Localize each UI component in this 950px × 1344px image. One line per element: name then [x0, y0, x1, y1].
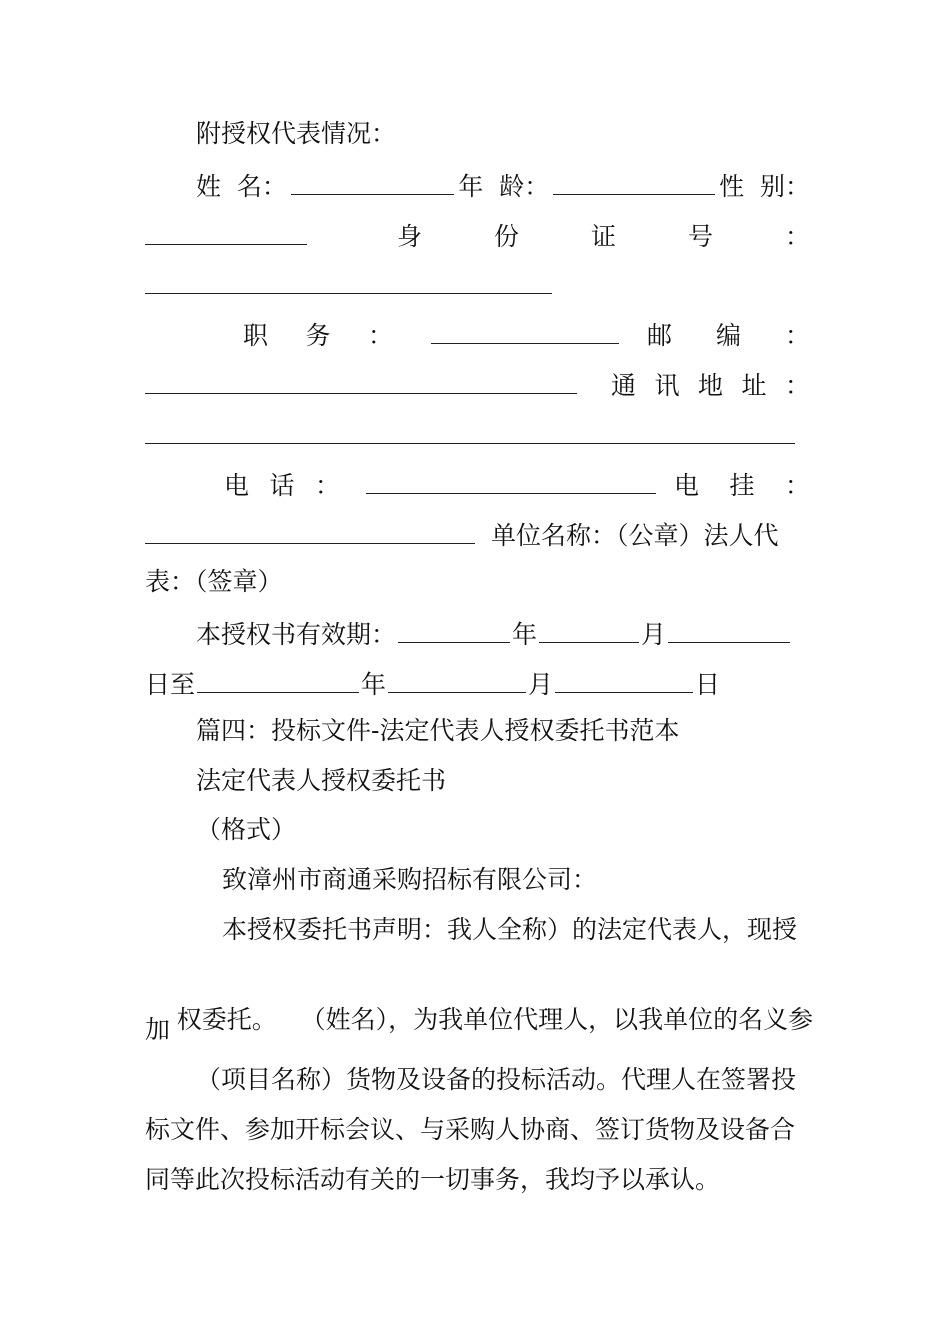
- paragraph-2-line-3: 同等此次投标活动有关的一切事务，我均予以承认。: [145, 1165, 721, 1194]
- document-title: 法定代表人授权委托书: [196, 766, 447, 795]
- gender-label: 性 别：: [719, 172, 810, 201]
- end-day-label: 日: [695, 670, 721, 699]
- paragraph-2-line-1: （项目名称）货物及设备的投标活动。代理人在签署投: [196, 1065, 797, 1094]
- paragraph-1-line-2: 权委托。 （姓名），为我单位代理人，以我单位的名义参: [176, 1005, 814, 1034]
- address-label: 通 讯 地 址 ：: [611, 371, 810, 400]
- phone-blank[interactable]: [366, 463, 656, 494]
- name-blank[interactable]: [291, 164, 455, 195]
- rep-basic-row: [196, 164, 810, 204]
- attachment-heading: 附授权代表情况：: [196, 119, 397, 148]
- chapter-title: 篇四：投标文件-法定代表人授权委托书范本: [196, 716, 680, 745]
- validity-end-row: [145, 662, 810, 702]
- start-year-label: 年: [512, 620, 538, 649]
- id-row: [145, 214, 810, 254]
- age-blank[interactable]: [553, 164, 715, 195]
- validity-row: [196, 612, 810, 652]
- name-label: 姓 名：: [196, 172, 287, 201]
- id-number-blank[interactable]: [145, 292, 552, 294]
- unit-row: [145, 513, 810, 553]
- end-month-label: 月: [528, 670, 554, 699]
- start-year-blank[interactable]: [398, 612, 510, 643]
- position-label: 职 务 ：: [243, 321, 393, 350]
- position-row: [243, 313, 810, 353]
- end-year-blank[interactable]: [197, 662, 359, 693]
- start-month-label: 月: [641, 620, 667, 649]
- postcode-blank[interactable]: [145, 363, 577, 394]
- id-label: 身 份 证 号 ：: [397, 222, 810, 251]
- phone-label: 电 话 ：: [224, 471, 340, 500]
- validity-label: 本授权书有效期：: [196, 620, 397, 649]
- format-note: （格式）: [196, 815, 297, 844]
- paragraph-1-line-3: 加: [145, 1015, 171, 1044]
- paragraph-1-line-1: 本授权委托书声明：我人全称）的法定代表人，现授: [222, 915, 798, 944]
- end-month-blank[interactable]: [388, 662, 526, 693]
- end-year-label: 年: [361, 670, 387, 699]
- end-day-blank[interactable]: [555, 662, 693, 693]
- start-day-blank[interactable]: [668, 612, 790, 643]
- phone-row: [224, 463, 810, 503]
- position-blank[interactable]: [431, 313, 619, 344]
- paragraph-2-line-2: 标文件、参加开标会议、与采购人协商、签订货物及设备合: [145, 1115, 796, 1144]
- signature-line: 表：（签章）: [145, 567, 283, 596]
- unit-name-label: 单位名称：（公章）法人代: [491, 521, 779, 550]
- start-month-blank[interactable]: [539, 612, 639, 643]
- fax-blank[interactable]: [145, 513, 475, 544]
- to-day-label: 日至: [145, 670, 196, 699]
- address-row: [145, 363, 810, 403]
- age-label: 年 龄：: [458, 172, 550, 201]
- address-blank[interactable]: [145, 442, 795, 444]
- fax-label: 电 挂 ：: [674, 471, 810, 500]
- addressee-line: 致漳州市商通采购招标有限公司：: [222, 865, 598, 894]
- postcode-label: 邮 编 ：: [647, 321, 810, 350]
- gender-blank[interactable]: [145, 214, 307, 245]
